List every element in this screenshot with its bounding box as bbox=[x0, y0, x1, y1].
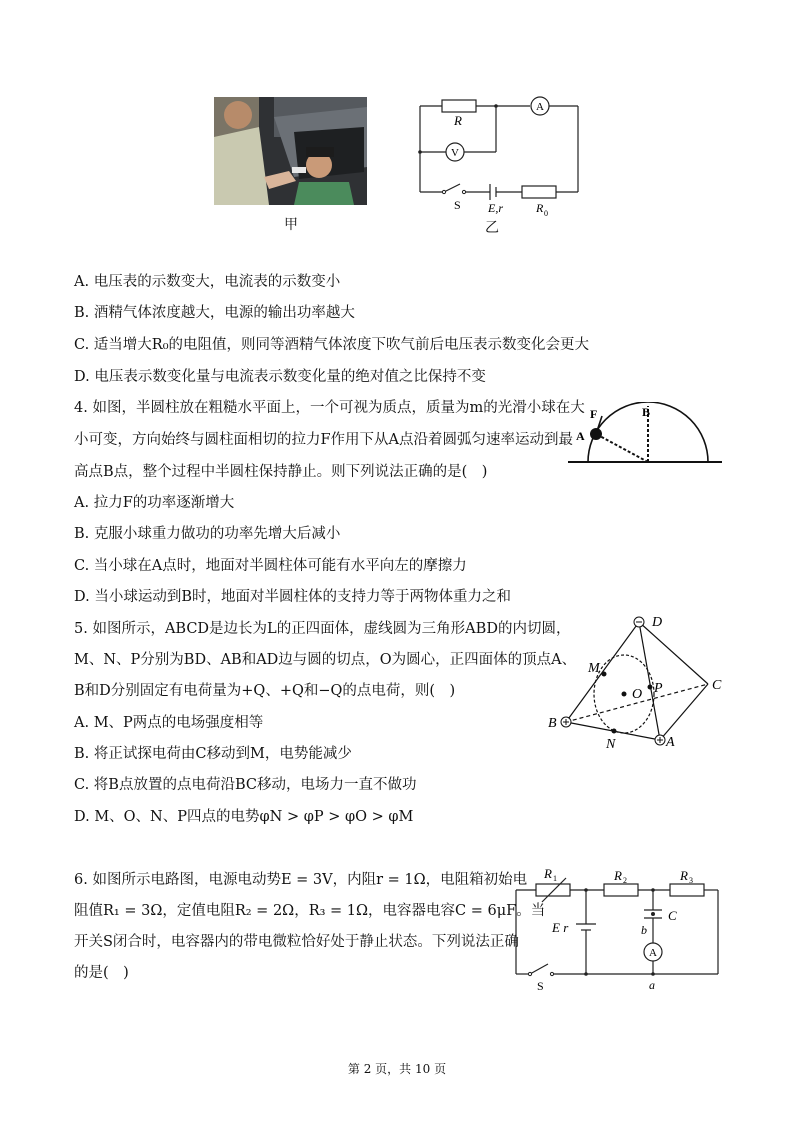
q5-stem-line-3: B和D分别固定有电荷量为+Q、+Q和−Q的点电荷，则( ) bbox=[74, 683, 456, 699]
label-a: A bbox=[666, 735, 675, 750]
label-b: B bbox=[548, 716, 557, 731]
photo-breathalyzer bbox=[214, 97, 367, 205]
label-ammeter: A bbox=[536, 101, 544, 113]
q4-stem-line-2: 小可变，方向始终与圆柱面相切的拉力F作用下从A点沿着圆弧匀速率运动到最 bbox=[74, 432, 574, 448]
q6-circuit-figure bbox=[510, 864, 724, 994]
q4-option-c: C. 当小球在A点时，地面对半圆柱体可能有水平向左的摩擦力 bbox=[74, 558, 467, 574]
q5-option-d: D. M、O、N、P四点的电势φN > φP > φO > φM bbox=[74, 809, 414, 825]
label-voltmeter: V bbox=[451, 147, 459, 159]
q4-option-d: D. 当小球运动到B时，地面对半圆柱体的支持力等于两物体重力之和 bbox=[74, 589, 511, 605]
q4-option-b: B. 克服小球重力做功的功率先增大后减小 bbox=[74, 526, 341, 542]
label-d: D bbox=[652, 615, 663, 630]
label-f: F bbox=[590, 407, 598, 421]
label-switch: S bbox=[454, 198, 461, 212]
label-emf: E r bbox=[552, 920, 569, 935]
label-o: O bbox=[632, 687, 643, 702]
q3-option-c: C. 适当增大R₀的电阻值，则同等酒精气体浓度下吹气前后电压表示数变化会更大 bbox=[74, 337, 590, 353]
figure-caption-jia: 甲 bbox=[284, 217, 298, 233]
label-r0-sub: 0 bbox=[544, 209, 548, 218]
q3-option-b: B. 酒精气体浓度越大，电源的输出功率越大 bbox=[74, 305, 355, 321]
label-ammeter: A bbox=[649, 947, 657, 959]
label-r2: R bbox=[614, 868, 622, 883]
label-a: A bbox=[576, 429, 585, 443]
q4-stem-line-3: 高点B点，整个过程中半圆柱保持静止。则下列说法正确的是( ) bbox=[74, 464, 488, 480]
q6-stem-line-4: 的是( ) bbox=[74, 965, 129, 981]
q5-tetrahedron-figure bbox=[542, 612, 732, 754]
q6-stem-line-3: 开关S闭合时，电容器内的带电微粒恰好处于静止状态。下列说法正确 bbox=[74, 934, 519, 950]
figure-caption-yi: 乙 bbox=[485, 220, 499, 236]
label-r2-sub: 2 bbox=[623, 876, 627, 885]
q6-stem-line-2: 阻值R₁ = 3Ω，定值电阻R₂ = 2Ω，R₃ = 1Ω，电容器电容C = 6μF。当 bbox=[74, 903, 546, 919]
label-b: b bbox=[641, 923, 647, 937]
circuit-diagram-yi bbox=[412, 94, 592, 234]
q3-option-a: A. 电压表的示数变大，电流表的示数变小 bbox=[74, 274, 341, 290]
label-n: N bbox=[606, 737, 616, 752]
label-p: P bbox=[654, 681, 663, 696]
q4-semicylinder-figure bbox=[566, 402, 724, 468]
label-b: B bbox=[642, 405, 651, 419]
label-r: R bbox=[454, 113, 462, 128]
label-r3-sub: 3 bbox=[689, 876, 693, 885]
q6-stem-line-1: 6. 如图所示电路图，电源电动势E = 3V，内阻r = 1Ω，电阻箱初始电 bbox=[74, 872, 528, 888]
label-emf: E,r bbox=[488, 201, 503, 215]
page-footer: 第 2 页，共 10 页 bbox=[347, 1062, 447, 1076]
label-switch: S bbox=[537, 979, 544, 993]
q3-option-d: D. 电压表示数变化量与电流表示数变化量的绝对值之比保持不变 bbox=[74, 369, 486, 385]
label-r1: R bbox=[544, 866, 552, 881]
label-r3: R bbox=[680, 868, 688, 883]
q5-option-c: C. 将B点放置的点电荷沿BC移动，电场力一直不做功 bbox=[74, 777, 417, 793]
q4-option-a: A. 拉力F的功率逐渐增大 bbox=[74, 495, 235, 511]
label-r0: R bbox=[536, 201, 544, 215]
label-c: C bbox=[712, 678, 722, 693]
label-a: a bbox=[649, 978, 655, 992]
q5-stem-line-1: 5. 如图所示，ABCD是边长为L的正四面体，虚线圆为三角形ABD的内切圆， bbox=[74, 621, 571, 637]
photo-illustration bbox=[214, 97, 367, 205]
q5-stem-line-2: M、N、P分别为BD、AB和AD边与圆的切点，O为圆心，正四面体的顶点A、 bbox=[74, 652, 577, 668]
q5-option-a: A. M、P两点的电场强度相等 bbox=[74, 715, 264, 731]
label-m: M bbox=[588, 661, 600, 676]
q4-stem-line-1: 4. 如图，半圆柱放在粗糙水平面上，一个可视为质点，质量为m的光滑小球在大 bbox=[74, 400, 585, 416]
q5-option-b: B. 将正试探电荷由C移动到M，电势能减少 bbox=[74, 746, 352, 762]
label-c: C bbox=[668, 908, 677, 923]
label-r1-sub: 1 bbox=[553, 874, 557, 883]
